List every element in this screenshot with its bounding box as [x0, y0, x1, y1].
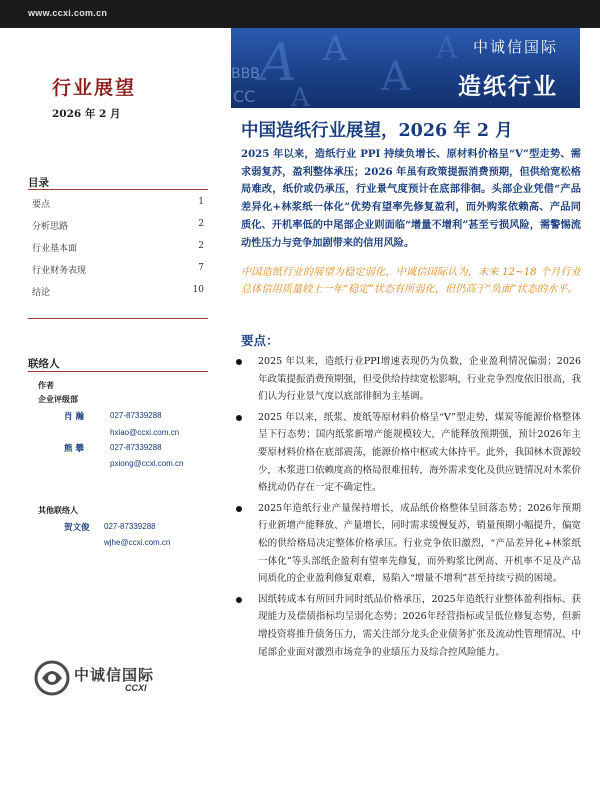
toc-title: 目录 [28, 177, 49, 189]
author-name: 熊 攀 [64, 444, 84, 454]
contacts-title: 联络人 [28, 358, 60, 370]
bullet-icon [236, 359, 242, 365]
toc-item-page: 1 [198, 197, 204, 207]
toc-item-page: 10 [192, 285, 204, 295]
toc-bottom-divider [28, 318, 208, 319]
logo-emblem-icon [32, 658, 72, 698]
toc-item-label: 行业基本面 [32, 244, 78, 254]
key-point-item [231, 409, 581, 497]
banner-letter: A [436, 31, 458, 66]
page-title: 中国造纸行业展望，2026 年 2 月 [241, 121, 513, 141]
toc-item-page: 2 [198, 219, 204, 229]
author-phone: 027-87339288 [110, 411, 162, 420]
table-of-contents [28, 191, 208, 301]
banner-letter: BBB [231, 66, 260, 82]
report-date: 2026 年 2 月 [52, 108, 121, 120]
key-points-heading: 要点： [241, 333, 279, 348]
author-email[interactable]: hxiao@ccxi.com.cn [110, 428, 180, 437]
contact-name: 贺文俊 [64, 523, 90, 533]
logo-text-en: CCXI [125, 683, 147, 693]
banner-letter: CC [233, 87, 256, 106]
summary-paragraph: 2025 年以来，造纸行业 PPI 持续负增长、原材料价格呈“V”型走势、需求弱复苏，盈利整体承压；2026 年虽有政策提振消费预期，但供给宽松格局难改，纸价或仍承压，行业景气度预计在底部徘徊。头部企业凭借“产品差异化+林浆纸一体化”优势有望率先修复盈利，而外购浆依赖高、产品同质化、开机率低的中尾部企业则面临“增量不增利”甚至亏损风险，需警惕流动性压力与竞争加剧带来的信用风险。 [241, 148, 581, 249]
author-name: 肖 瀚 [64, 412, 84, 422]
toc-item-label: 分析思路 [32, 222, 69, 232]
toc-item[interactable] [28, 235, 208, 257]
contacts-divider [28, 371, 208, 372]
top-bar [0, 0, 600, 28]
toc-item[interactable] [28, 213, 208, 235]
key-point-text: 2025年造纸行业产量保持增长，成品纸价格整体呈回落态势；2026年预期行业新增产能释放、产量增长，同时需求缓慢复苏，销量预期小幅提升，偏宽松的供给格局决定整体价格承压。行业竞争依旧激烈，“产品差异化+林浆纸一体化”等头部纸企盈利有望率先修复，而外购浆比例高、开机率不足及产品同质化的企业盈利修复艰难，易陷入“增量不增利”甚至持续亏损的困境。 [258, 502, 582, 585]
banner-letter: A [323, 29, 348, 69]
contact-phone: 027-87339288 [104, 522, 156, 531]
banner-letter: A [291, 83, 310, 108]
key-points-list [231, 353, 581, 664]
author-email[interactable]: pxiong@ccxi.com.cn [110, 459, 184, 468]
contact-email[interactable]: wjhe@ccxi.com.cn [104, 538, 171, 547]
other-contacts-label: 其他联络人 [38, 505, 78, 515]
banner-letter: A [381, 54, 410, 100]
key-point-item [231, 353, 581, 406]
report-type-title: 行业展望 [52, 77, 137, 99]
toc-item-page: 2 [198, 241, 204, 251]
key-point-item [231, 591, 581, 661]
toc-item-label: 结论 [32, 288, 51, 298]
author-phone: 027-87339288 [110, 443, 162, 452]
banner-org-name: 中诚信国际 [472, 38, 558, 56]
toc-item-label: 要点 [32, 200, 51, 210]
key-point-item [231, 500, 581, 588]
header-banner [231, 28, 580, 108]
toc-item-label: 行业财务表现 [32, 266, 87, 276]
authors-label: 作者 [38, 380, 54, 390]
key-point-text: 2025 年以来，造纸行业PPI增速表现仍为负数，企业盈利情况偏弱；2026年政策提振消费预期强，但受供给持续宽松影响，行业竞争烈度依旧很高，我们认为行业景气度以底部徘徊为主基调。 [258, 356, 582, 403]
toc-item[interactable] [28, 279, 208, 301]
logo-text-cn: 中诚信国际 [74, 666, 155, 684]
toc-item[interactable] [28, 191, 208, 213]
toc-top-divider [28, 189, 208, 190]
toc-item-page: 7 [198, 263, 204, 273]
outlook-opinion: 中国造纸行业的展望为稳定弱化，中诚信国际认为，未来 12~18 个月行业总体信用质量较上一年“稳定”状态有所弱化，但仍高于“负面”状态的水平。 [241, 267, 581, 295]
ccxi-logo [32, 656, 172, 700]
bullet-icon [236, 597, 242, 603]
bullet-icon [236, 506, 242, 512]
department-label: 企业评级部 [38, 394, 78, 404]
toc-item[interactable] [28, 257, 208, 279]
key-point-text: 因纸转成本有所回升同时纸品价格承压，2025年造纸行业整体盈利指标、获现能力及偿债指标均呈弱化态势；2026年经营指标或呈低位修复态势，但新增投资将推升债务压力，需关注部分龙头企业债务扩张及流动性管理情况、中尾部企业面对激烈市场竞争的业绩压力及综合控风险能力。 [258, 593, 582, 658]
banner-letter: A [259, 33, 297, 93]
key-point-text: 2025 年以来，纸浆、废纸等原材料价格呈“V”型走势，煤炭等能源价格整体呈下行态势；国内纸浆新增产能规模较大，产能释放预期强，预计2026年主要原材料价格在底部震荡，能源价格中枢或大体持平。此外，我国林木资源较少，木浆进口依赖度高的格局很难扭转，海外需求变化及供应链情况对木浆价格扰动仍存在一定不确定性。 [258, 411, 582, 494]
bullet-icon [236, 415, 242, 421]
banner-industry-title: 造纸行业 [458, 73, 558, 100]
site-url[interactable]: www.ccxi.com.cn [28, 8, 108, 18]
